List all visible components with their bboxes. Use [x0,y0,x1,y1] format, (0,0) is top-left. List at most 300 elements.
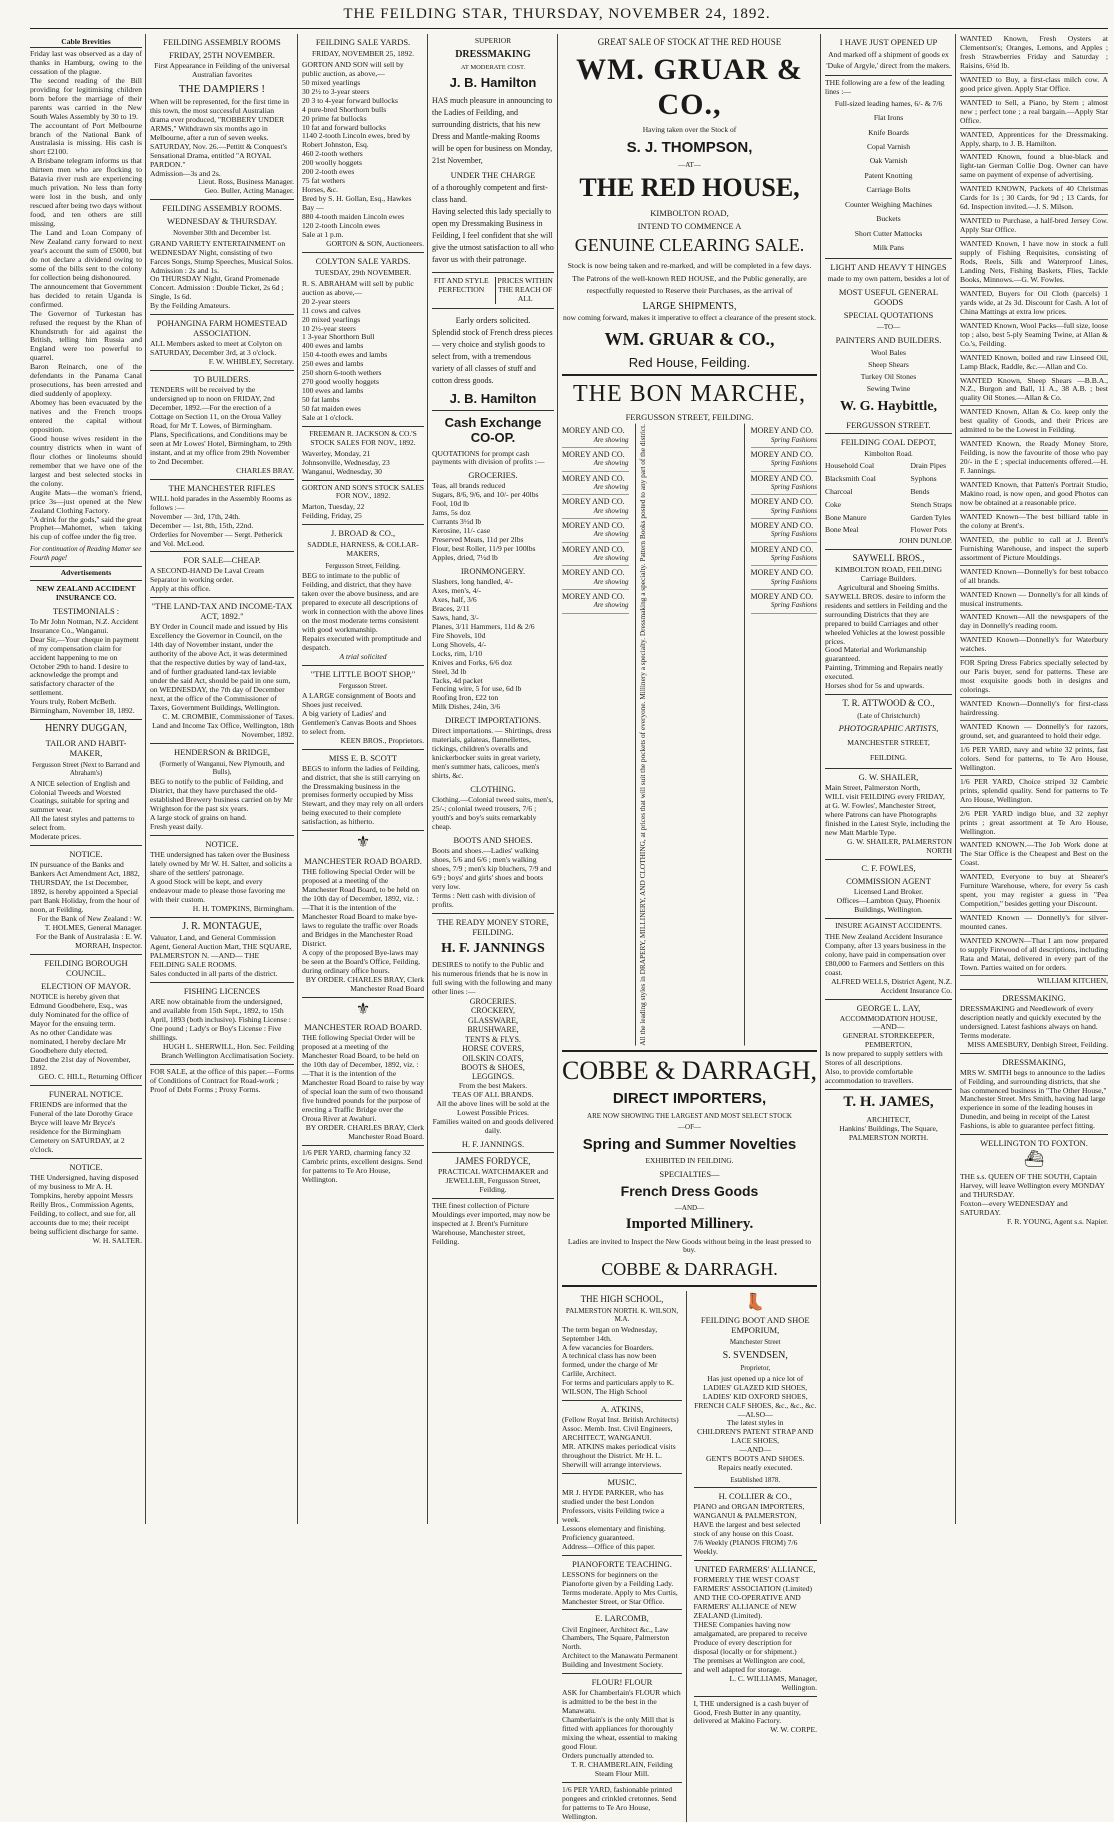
dressmaking-heading-7: DRESSMAKING. [1002,992,1066,1003]
james-sub: ARCHITECT, Hankins' Buildings, The Square, PALMERSTON NORTH. [839,1114,938,1142]
sale-heading: FOR SALE—CHEAP. [183,555,261,566]
column-divider [145,34,146,1524]
rifles-body: WILL hold parades in the Assembly Rooms as follows :— November — 3rd, 17th, 24th. December — 1st, 8th, 15th, 22nd. Orderlies for November — Sergt. Petherick and Vol. McLeod. [150,493,292,548]
larcomb-body: Civil Engineer, Architect &c., Law Chambers, The Square, Palmerston North. Architect to the Manawatu Permanent Building and Investment Society. [562,1624,678,1670]
wanted-item: WANTED Known, found a blue-black and light-tan German Collie Dog. Owner can have same on payment of expense of advertising. [960,152,1108,183]
wanted-item: WANTED, Everyone to buy at Shearer's Furniture Warehouse, where, for every 5s cash spent, you may register a guess in "Pea Competition," besides getting your Discount. [960,872,1108,912]
spring-label: Spring Fashions [770,554,817,563]
photo-heading: PHOTOGRAPHIC ARTISTS, [838,723,939,734]
manroad-signature: BY ORDER. CHARLES BRAY, Clerk Manchester Road Board [305,974,424,993]
bon-marche-row [751,566,818,590]
column-divider [820,34,821,1524]
farmers-heading: UNITED FARMERS' ALLIANCE, [694,1564,816,1575]
boot-signature: KEEN BROS., Proprietors. [340,735,424,745]
clothing-heading: CLOTHING. [470,784,516,795]
boot-heading: "THE LITTLE BOOT SHOP," [310,668,416,679]
exchange-heading: Cash Exchange CO-OP. [444,414,542,446]
groceries-body: Teas, all brands reduced Sugars, 8/6, 9/6, and 10/- per 40lbs Fool, 10d lb Jams, 5s doz Currants 3½d lb Kerosine, 11/- case Preserved Meats, 11d per 2lbs Flour, best Roller, 11/9 per 100lbs Apples, dried, 7½d lb [432,481,539,563]
saywell-heading: SAYWELL BROS., [852,553,925,564]
photo-address: MANCHESTER STREET, FEILDING. [847,738,930,763]
bon-marche-row [751,448,818,472]
advertisements-heading: Advertisements [30,566,142,581]
column-divider [557,34,558,1524]
wanted-item: WANTED Known — Donnelly's for razors, ground, set, and guaranteed to hold their edge. [960,722,1108,744]
prices-label: PRICES WITHIN THE REACH OF ALL [495,277,554,304]
dunlop-signature: JOHN DUNLOP. [898,536,952,546]
bon-marche-heading: THE BON MARCHE, [572,380,806,407]
piano-body: LESSONS for beginners on the Pianoforte given by a Feilding Lady. Terms moderate. Apply to Mrs Curtis, Manchester Street, or Star Office. [562,1569,678,1606]
direct-heading: DIRECT IMPORTATIONS. [445,715,541,726]
gorton-signature: GORTON & SON, Auctioneers. [326,238,424,248]
spring-label: Spring Fashions [770,482,817,491]
morey-label: MOREY AND CO. [562,449,625,459]
notice3-heading: NOTICE. [205,839,239,849]
attwood-sub: (Late of Christchurch) [857,711,920,720]
wanted-item: WANTED Known, Allan & Co. keep only the best quality of Goods, and their Prices are admitted to be the Lowest in Feilding. [960,407,1108,438]
col5-left-sub [562,1291,687,1822]
col5-right-sub [690,1291,818,1736]
broad-body: BEG to intimate to the public of Feilding, and district, that they have taken over the above business, and are prepared to execute all descriptions of work in connection with the above lines on the most moderate terms consistent with good workmanship. Repairs executed with promptitude and despatch. [302,571,424,652]
dampiers-signature: Lieut. Ross, Business Manager. Geo. Buller, Acting Manager. [198,177,294,196]
intend-label: INTEND TO COMMENCE A [637,220,742,231]
gorton-body: GORTON AND SON will sell by public auction, as above,— 50 mixed yearlings 30 2½ to 3-year steers 20 3 to 4-year forward bullocks 4 pure-bred Shorthorn bulls 20 prime fat bullocks 10 fat and forward bullocks 1140 2-tooth Lincoln ewes, bred by Robert Johnston, Esq. 460 2-tooth wethers 200 woolly hoggets 200 2-tooth ewes 75 fat wethers Horses, &c. Bred by S. H. Gollan, Esq., Hawkes Bay — 880 4-tooth maiden Lincoln ewes 120 2-tooth Lincoln ewes Sale at 1 p.m. [302,59,412,239]
bon-marche-row [562,519,629,543]
splendid-body: Splendid stock of French dress pieces — very choice and stylish goods to select from, with a tremendous variety of all classes of stuff and cotton dress goods. [432,327,553,385]
at-label: —AT— [678,160,701,169]
manroad-heading: MANCHESTER ROAD BOARD. [304,856,422,867]
school-body: The term began on Wednesday, September 14th. A few vacancies for Boarders. A technical class has now been formed, under the charge of Mr Carlile, Architect. For terms and particulars apply to K. WILSON, The High School [562,1324,674,1397]
election-signature: GEO. C. HILL, Returning Officer [38,1072,142,1082]
direct-body: Direct importations. — Shirtings, dress materials, galateas, flannellettes, tickings, children's overalls and knickerbocker suits in great variety, men's summer hats, calicoes, men's shirts, &c. [432,726,552,781]
wanted-item: WANTED Known—Donnelly's for first-class hairdressing. [960,699,1108,721]
charge-heading: UNDER THE CHARGE [450,169,536,180]
wanted-item: WANTED, the public to call at J. Brent's Furnishing Warehouse, and inspect the superb assortment of Picture Mouldings. [960,535,1108,566]
superior-label: SUPERIOR [474,36,512,45]
column-1 [30,34,142,1524]
wedthu-heading: WEDNESDAY & THURSDAY. [167,216,277,227]
boots-heading: BOOTS AND SHOES. [453,834,533,845]
henderson-heading: HENDERSON & BRIDGE, [173,746,271,757]
montague-heading: J. R. MONTAGUE, [182,920,262,932]
builders-signature: CHARLES BRAY. [236,465,294,475]
freeman-dates: Waverley, Monday, 21 Johnsonville, Wednesday, 23 Wanganui, Wednesday, 30 [302,448,390,476]
dressmaking-heading: DRESSMAKING [455,48,531,60]
gruar-heading: WM. GRUAR & CO., [576,52,803,121]
boot-icon: 👢 [745,1293,766,1311]
morey-label: MOREY AND CO. [750,449,814,459]
school-address: PALMERSTON NORTH. K. WILSON, M.A. [565,1307,679,1324]
dampiers-body: When will be represented, for the first time in this town, the most successful Australian drama ever produced, "ROBBERY UNDER ARMS," Withdrawn six months ago in Melbourne, after a run of seven weeks. SATURDAY, Nov. 26.—Pettitt & Conquest's Sensational Drama, entitled "A ROYAL PARDON." Admission—3s and 2s. [150,96,289,178]
column-7 [960,34,1108,1524]
bon-marche-row [751,495,818,519]
shailer-signature: G. W. SHAILER, PALMERSTON NORTH [846,837,952,856]
crest-icon: ⚜ [355,834,371,852]
redhouse-heading: THE RED HOUSE, [579,173,800,203]
bon-marche-row [751,424,818,448]
coal-heading: FEILDING COAL DEPOT, [840,436,937,447]
steamship-icon: ⛴ [1023,1151,1045,1169]
notice-heading: NOTICE. [69,849,103,860]
crest-icon: ⚜ [355,1000,371,1018]
morey-label: MOREY AND CO. [562,473,625,483]
notice-body: IN pursuance of the Banks and Bankers Act Amendment Act, 1882, THURSDAY, the 1st December, 1892, is hereby appointed a Special part Bank Holiday, from the hour of noon, at Feilding. [30,860,140,915]
wanted-item: WANTED, Buyers for Oil Cloth (parcels) 1 yards wide, at 2s 3d. Discount for Cash. A lot of China Mattings at extra low prices. [960,289,1108,320]
rifles-heading: THE MANCHESTER RIFLES [168,482,276,493]
sale-yards-date: FRIDAY, NOVEMBER 25, 1892. [311,49,415,59]
dampiers-intro: First Appearance in Feilding of the universal Australian favorites [154,61,290,79]
testimonial-body: To Mr John Notman, N.Z. Accident Insurance Co., Wanganui. Dear Sir,—Your cheque in payment of my compensation claim for accident happening to me on October 29th to hand. I desire to acknowledge the prompt and satisfactory character of the settlement. Yours truly, Robert McBeth. Birmingham, November 18, 1892. [30,616,139,716]
builders-heading: TO BUILDERS. [193,374,251,385]
following-body: THE following are a few of the leading lines :— [825,77,945,96]
lay-sub: ACCOMMODATION HOUSE, —AND— GENERAL STOREKEEPER, PEMBERTON, [839,1013,938,1050]
foxton-signature: F. R. YOUNG, Agent s.s. Napier. [1007,1216,1108,1226]
pohangina-heading: POHANGINA FARM HOMESTEAD ASSOCIATION. [156,318,288,339]
painters-heading: PAINTERS AND BUILDERS. [835,334,942,345]
boot-body: A LARGE consignment of Boots and Shoes just received. A big variety of Ladies' and Gentlemen's Canvas Boots and Shoes to select from. [302,690,417,736]
bon-marche-row [751,590,818,614]
svendsen-sub: Proprietor, [740,1364,771,1373]
clearing-heading: GENUINE CLEARING SALE. [574,234,805,255]
great-sale-heading: GREAT SALE OF STOCK AT THE RED HOUSE [597,37,782,47]
cable-body: Friday last was observed as a day of thanks in Hamburg, owing to the cessation of the plague. The second reading of the Bill providing for legitimising children born before the marriage of their parents was carried in the New South Wales Assembly by 30 to 19. The accountant of Port Melbourne branch of the National Bank of Australasia is missing. His cash is short £2100. A Brisbane telegram informs us that thirteen men who are flocking to Batavia river rush are experiencing much privation. No less than forty were lost in the bush, and only rescued after being two days without food, and ten others are still missing. The Land and Loan Company of New Zealand carry forward to next year's account the sum of £5000, but do not declare a dividend owing to some of the bills sent to the colony for collection being dishonoured. The announcement that Government has decided to retain Uganda is confirmed. The Governor of Turkestan has refused the request by the Khan of Khundstruth for aid against the British, telling him Russia and England were too powerful to quarrel. Baron Reinarch, one of the defendants in the Panama Canal prosecutions, has been arrested and died suddenly of apoplexy. Abomey has been evacuated by the natives and the French troops entered the capital without opposition. Good house wives resident in the country districts when in want of flour clothes or linoleums should remember that we have one of the largest and best selected stocks in the colony. Augite Mats—the woman's friend, price 3s—just opened at the New Zealand Clothing Factory. "A drink for the gods," said the great Prophet—Mahomet, when taking his cup of coffee under the fig tree. [30,48,142,542]
bon-marche-row [751,472,818,496]
larcomb-heading: E. LARCOMB, [595,1613,649,1624]
wanted-item: WANTED Known — Donnelly's for all kinds of musical instruments. [960,590,1108,612]
collier-heading: H. COLLIER & CO., [718,1491,792,1502]
bon-marche-row [562,495,629,519]
wanted-item: WANTED Known—Donnelly's for best tobacco of all brands. [960,567,1108,589]
spring-label: Spring Fashions [770,435,817,444]
exchange-body: QUOTATIONS for prompt cash payments with division of profits :— [432,448,545,467]
broad-trial: A trial solicited [339,651,387,661]
spring-label: Spring Fashions [770,577,817,586]
dress-signature: MISS AMESBURY, Denbigh Street, Feilding. [967,1039,1108,1049]
parker-body: MR J. HYDE PARKER, who has studied under the best London Professors, visits Feilding twice a week. Lessons elementary and finishing. Proficiency guaranteed. Address—Office of this paper. [562,1487,666,1551]
showing-label: Are showing [593,459,629,468]
cash-buyer-body: I, THE undersigned is a cash buyer of Good, Fresh Butter in any quantity, delivered at Makino Factory. [693,1698,809,1726]
wanted-item: WANTED Known—Donnelly's for Waterbury watches. [960,635,1108,657]
gorton2-dates: Marton, Tuesday, 22 Feilding, Friday, 25 [302,502,365,521]
atkins-heading: A. ATKINS, [600,1404,644,1415]
manroad2-signature: BY ORDER. CHARLES BRAY, Clerk Manchester Road Board. [305,1122,424,1141]
wanted-list [960,34,1108,976]
bon-marche-row [562,566,629,590]
duggan-address: Fergusson Street (Next to Barrand and Abraham's) [32,761,140,778]
jannings-list: GROCERIES. CROCKERY, GLASSWARE, BRUSHWARE, TENTS & FLYS. HORSE COVERS, OILSKIN COATS, BOOTS & SHOES, LEGGINGS. [461,996,525,1082]
importers-heading: DIRECT IMPORTERS, [612,1090,767,1108]
light-heading: LIGHT AND HEAVY T HINGES [830,262,947,273]
insurance-signature: ALFRED WELLS, District Agent, N.Z. Accident Insurance Co. [831,976,952,995]
collier-body: PIANO and ORGAN IMPORTERS, WANGANUI & PALMERSTON, HAVE the largest and best selected stock of any house on this Coast. 7/6 Weekly (PIANOS FROM) 7/6 Weekly. [693,1502,805,1557]
wanted-item: 1/6 PER YARD, Choice striped 32 Cambric prints, splendid quality. Send for patterns to Te Aro House, Wellington. [960,777,1108,808]
nz-accident-heading: NEW ZEALAND ACCIDENT INSURANCE CO. [36,583,136,602]
fowles-body: Licensed Land Broker. Offices—Lambton Quay, Phoenix Buildings, Wellington. [836,887,941,915]
pohangina-body: ALL Members asked to meet at Colyton on SATURDAY, December 3rd, at 3 o'clock. [150,339,282,358]
showing-label: Are showing [593,530,629,539]
shipments-body: now coming forward, makes it imperative to effect a clearance of the present stock. [562,313,817,323]
morey-label: MOREY AND CO. [750,473,814,483]
morey-label: MOREY AND CO. [562,544,625,554]
dressmaking2-heading: DRESSMAKING, [1002,1056,1066,1067]
french-heading: French Dress Goods [620,1183,759,1200]
fishing-signature: HUGH L. SHERWILL, Hon. Sec. Feilding Branch Wellington Acclimatisation Society. [161,1042,294,1060]
useful-heading: MOST USEFUL GENERAL GOODS [838,287,939,308]
invited-label: Ladies are invited to Inspect the New Goods without being in the least pressed to buy. [567,1236,812,1255]
jannings-signature: H. F. JANNINGS. [461,1138,525,1149]
music-heading: MUSIC. [607,1476,637,1487]
morey-label: MOREY AND CO. [750,426,814,436]
insurance-body: THE New Zealand Accident Insurance Company, after 13 years business in the colony, have paid in compensation over £80,000 to Farmers and Settlers on this coast. [825,931,946,977]
fordyce-sub: PRACTICAL WATCHMAKER and JEWELLER, Fergusson Street, Feilding. [437,1167,549,1195]
boot-address: Fergusson Street. [338,681,388,690]
atkins-body: (Fellow Royal Inst. British Architects) Assoc. Memb. Inst. Civil Engineers, ARCHITECT, WANGANUI. MR. ATKINS makes periodical visits throughout the District. Mr H. L. Sherwill will arrange interviews. [562,1415,679,1470]
notice2-heading: NOTICE. [69,1162,103,1173]
piano-heading: PIANOFORTE TEACHING. [572,1558,672,1569]
funeral-heading: FUNERAL NOTICE. [48,1089,124,1100]
saywell-sub: KIMBOLTON ROAD, FEILDING Carriage Builders. Agricultural and Shoeing Smiths. [835,564,942,592]
special-heading: SPECIAL QUOTATIONS [843,310,934,321]
showing-label: ARE NOW SHOWING THE LARGEST AND MOST SELECT STOCK [587,1112,792,1121]
and-label: —AND— [674,1203,705,1212]
landtax-heading: "THE LAND-TAX AND INCOME-TAX ACT, 1892." [151,601,293,622]
bon-marche-grid [562,424,817,1046]
gorton2-heading: GORTON AND SON'S STOCK SALES FOR NOV., 1892. [302,482,424,501]
bon-marche-row [562,590,629,614]
testimonials-heading: TESTIMONIALS : [52,605,120,616]
novelties-heading: Spring and Summer Novelties [582,1135,797,1153]
notice2-body: THE Undersigned, having disposed of my business to Mr A. H. Tompkins, hereby appoint Messrs Reilly Bros., Commission Agents, Feilding, to collect, and sue for, all accounts due to me; their receipt being sufficient discharge for same. [30,1173,139,1236]
fishing-heading: FISHING LICENCES [183,986,261,997]
flour-heading: FLOUR! FLOUR [591,1677,653,1688]
column-5 [562,34,817,1821]
boot-shoe-address: Manchester Street [729,1338,781,1347]
abraham-body: R. S. ABRAHAM will sell by public auction as above,— 20 2-year steers 11 cows and calves 20 mixed yearlings 10 2½-year steers 1 3-year Shorthorn Bull 400 ewes and lambs 150 4-tooth ewes and lambs 250 ewes and lambs 250 shorn 6-tooth wethers 270 good woolly hoggets 100 ewes and lambs 50 fat lambs 50 fat maiden ewes Sale at 1 o'clock. [302,278,414,423]
early-orders: Early orders solicited. [455,314,531,325]
broad-heading: J. BROAD & CO., [330,528,396,539]
manroad2-heading: MANCHESTER ROAD BOARD. [304,1022,422,1033]
cash-buyer-signature: W. W. CORPE. [770,1725,817,1735]
friday-date: FRIDAY, 25TH NOVEMBER. [169,50,275,61]
ironmongery-heading: IRONMONGERY. [460,566,526,576]
borough-heading: FEILDING BOROUGH COUNCIL. [44,957,128,978]
spring-label: Spring Fashions [770,530,817,539]
wanted-item: WANTED KNOWN.—The Job Work done at The Star Office is the Cheapest and Best on the Coast. [960,840,1108,871]
morey-label: MOREY AND CO. [750,591,814,601]
flour-body: ASK for Chamberlain's FLOUR which is admitted to be the best in the Manawatu. Chamberlain's is the only Mill that is fitted with appliances for thoroughly mixing the wheat, essential to making good Flour. Orders punctually attended to. [562,1688,681,1760]
column-divider [297,34,298,1524]
coal-left-list: Household Coal Blacksmith Coal Charcoal Coke Bone Manure Bone Meal [825,460,876,535]
morey-label: MOREY AND CO. [750,497,814,507]
fowles-heading: C. F. FOWLES, [861,863,916,874]
wanted-item: WANTED Known—The best billiard table in the colony at Brent's. [960,512,1108,534]
foxton-body: THE s.s. QUEEN OF THE SOUTH, Captain Harvey, will leave Wellington every MONDAY and THURSDAY. Foxton—every WEDNESDAY and SATURDAY. [960,1172,1105,1217]
lay-body: Is now prepared to supply settlers with Stores of all descriptions. Also, to provide comfortable accommodation to travellers. [825,1049,943,1086]
cable-heading: Cable Brevities [30,38,142,48]
bank-signatures: For the Bank of New Zealand : W. T. HOLMES, General Manager. For the Bank of Australasia : E. W. MORRAH, Inspector. [35,913,142,950]
hamilton-body: HAS much pleasure in announcing to the Ladies of Feilding, and surrounding districts, that his new Dress and Mantle-making Rooms will be open for business on Monday, 21st November, [432,95,553,165]
pohangina-signature: F. W. WHIBLEY, Secretary. [208,357,294,367]
wanted-item: WANTED Known, Fresh Oysters at Clementson's; Oranges, Lemons, and Apples ; fresh Strawberries Friday and Saturday ; Raisins, 6½d lb. [960,34,1108,74]
morey-label: MOREY AND CO. [562,568,625,578]
groceries-heading: GROCERIES. [468,470,518,481]
scott-body: BEGS to inform the ladies of Feilding, and district, that she is still carrying on the Dressmaking business in the premises formerly occupied by Miss Stewart, and they may rely on all orders being executed to their complete satisfaction, as hitherto. [302,763,424,827]
wanted-item: WANTED to Purchase, a half-bred Jersey Cow. Apply Star Office. [960,216,1108,238]
coal-right-list: Drain Pipes Syphons Bends Stench Straps Garden Tyles Flower Pots [910,460,952,535]
svendsen-heading: S. SVENDSEN, [722,1349,788,1361]
wanted-item: FOR Spring Dress Fabrics specially selected by our Paris buyer, send for patterns. These are most exquisite goods both in designs and colorings. [960,658,1108,698]
wanted-item: WANTED Known, Sheep Shears —B.B.A., N.Z., Burgon and Ball, 11 A., 38 A.B. ; best quality Oil Stones.—Allan & Co. [960,376,1108,407]
manroad2-body: THE following Special Order will be proposed at a meeting of the Manchester Road Board, to be held on the 10th day of December, 1892, viz. :—That it is the intention of the Manchester Road Board to raise by way of special loan the sum of two thousand five hundred pounds for the purpose of erecting a Traffic Bridge over the Oroua River at Awahuri. [302,1033,424,1123]
bon-marche-row [751,519,818,543]
manroad-body: THE following Special Order will be proposed at a meeting of the Manchester Road Board, to be held on the 10th day of December, 1892, viz. :—That it is the intention of the Manchester Road Board to make bye-laws to regulate the traffic over Roads and Bridges in the Manchester Road District. A copy of the proposed Bye-laws may be seen at the Board's Office, Feilding, during ordinary office hours. [302,867,421,975]
landtax-signature: C. M. CROMBIE, Commissioner of Taxes. Land and Income Tax Office, Wellington, 18th November, 1892. [152,711,294,739]
bon-center-text: All the leading styles in DRAPERY, MILLINERY, AND CLOTHING, at prices that will suit the pockets of everyone. Millinery a specialty. Dressmaking a specialty. Pattern Books posted to any part of the district. [635,424,745,1046]
builders-body: TENDERS will be received by the undersigned up to noon on FRIDAY, 2nd December, 1892.—For the erection of a Cottage on Section 11, on the Oroua Valley Road, for Mr T. Lowes, of Birmingham. Plans, Specifications, and Conditions may be seen at Mr Lowes' Hotel, Birmingham, to 29th instant, and at my office from 29th November to 2nd December. [150,385,292,466]
colyton-heading: COLYTON SALE YARDS. [315,255,411,266]
morey-label: MOREY AND CO. [750,544,814,554]
haybittle-address: FERGUSSON STREET. [846,419,931,430]
wanted-item: WANTED Known, I have now in stock a full supply of Fishing Requisites, consisting of Rods, Reels, Silk and Waterproof Lines, Landing Nets, Fishing Baskets, Flies, Tackle Books, Minnows.—G. W. Fowles. [960,239,1108,288]
showing-label: Are showing [593,554,629,563]
wanted-item: WANTED KNOWN—That I am now prepared to supply Firewood of all descriptions, including Rata and Matai, delivered in every part of the Town. Parties waited on for orders. [960,936,1108,976]
of-label: —OF— [678,1123,701,1132]
colyton-date: TUESDAY, 29th NOVEMBER. [314,267,412,277]
jannings-name: H. F. JANNINGS [441,940,545,956]
morey-label: MOREY AND CO. [562,497,625,507]
farmers-body: FORMERLY THE WEST COAST FARMERS' ASSOCIATION (Limited) AND THE CO-OPERATIVE AND FARMERS' ALLIANCE of NEW ZEALAND (Limited). THESE Companies having now amalgamated, are prepared to receive Produce of every description for disposal (locally or for shipment.) The premises at Wellington are cool, and well adapted for storage. [693,1575,813,1674]
wanted-item: WANTED, Apprentices for the Dressmaking. Apply, sharp, to J. B. Hamilton. [960,130,1108,152]
ready-money-heading: THE READY MONEY STORE, FEILDING. [437,916,549,937]
farmers-signature: L. C. WILLIAMS, Manager, Wellington. [729,1673,817,1692]
funeral-body: FRIENDS are informed that the Funeral of the late Dorothy Grace Bryce will leave Mr Bryce's residence for the Birmingham Cemetery on SATURDAY, at 2 o'clock. [30,1100,133,1155]
sale-body: A SECOND-HAND De Laval Cream Separator in working order. Apply at this office. [150,566,264,594]
lay-heading: GEORGE L. LAY, [856,1002,921,1013]
boots-body: Boots and shoes.—Ladies' walking shoes, 5/6 and 6/6 ; men's walking shoes, 7/9 ; men's kip bluchers, 7/9 and 6/9 ; boys' and girls' shoes and boots very low. Terms : Nett cash with division of profits. [432,845,552,909]
saywell-body: SAYWELL BROS. desire to inform the residents and settlers in Feilding and the surrounding Districts that they are prepared to build Carriages and other wheeled Vehicles at the lowest possible prices. Good Material and Workmanship guaranteed. Painting, Trimming and Repairs neatly executed. Horses shod for 5s and upwards. [825,591,948,691]
assembly2-heading: FEILDING ASSEMBLY ROOMS. [162,203,282,214]
wanted-item: WANTED Known—All the newspapers of the day in Donnelly's reading room. [960,612,1108,634]
bon-marche-row [562,424,629,448]
broad-sub: SADDLE, HARNESS, & COLLAR-MAKERS, [307,540,419,558]
bon-marche-row [562,472,629,496]
leading-lines: Full-sized leading hames, 6/- & 7/6 Flat Irons Knife Boards Copal Varnish Oak Varnish Patent Knotting Carriage Bolts Counter Weighing Machines Buckets Short Cutter Mattocks Milk Pans [834,98,943,252]
wool-lines: Wool Bales Sheep Shears Turkey Oil Stones Sewing Twine [860,347,917,393]
clearing-body: Stock is now being taken and re-marked, and will be completed in a few days. The Patrons of the well-known RED HOUSE, and the Public generally, are respectfully requested to Reserve their Purchases, as the arrival of [567,261,812,296]
column-divider [427,34,428,1524]
boot-shoe-heading: FEILDING BOOT AND SHOE EMPORIUM, [700,1315,810,1336]
jannings-end: From the best Makers. TEAS OF ALL BRANDS. All the above lines will be sold at the Lowest Possible Prices. Families waited on and goods delivered daily. [432,1080,554,1135]
wanted-item: 2/6 PER YARD indigo blue, and 32 zephyr prints ; great assortment at Te Aro House, Wellington. [960,809,1108,840]
broad-address: Fergusson Street, Feilding. [325,561,401,570]
dampiers-title: THE DAMPIERS ! [178,82,266,95]
kimbolton-road: KIMBOLTON ROAD, [650,207,729,218]
kitchen-signature: WILLIAM KITCHEN, [1037,975,1108,985]
thompson-heading: S. J. THOMPSON, [626,139,753,157]
wanted-item: WANTED Known, the Ready Money Store, Feilding, is now the favourite of those who pay 20/- in the £ ; special inducements offered.—H. F. Jannings. [960,439,1108,479]
wanted-item: WANTED KNOWN, Packets of 40 Christmas Cards for 1s ; 30 Cards, for 9d ; 13 Cards, for 6d. Inspection invited.—J. S. Milson. [960,184,1108,215]
wanted-item: WANTED Known, that Patten's Portrait Studio, Makino road, is now open, and good Photos can now be obtained at a reasonable price. [960,480,1108,511]
montague-body: Valuator, Land, and General Commission Agent, General Auction Mart, THE SQUARE, PALMERSTON N. —AND— THE FEILDING SALE ROOMS. Sales conducted in all parts of the district. [150,933,292,979]
bon-marche-row [562,448,629,472]
scott-heading: MISS E. B. SCOTT [328,752,398,763]
opened-heading: I HAVE JUST OPENED UP [839,37,938,47]
sale-yards-heading: FEILDING SALE YARDS. [315,37,411,47]
morey-label: MOREY AND CO. [562,426,625,436]
smith-body: MRS W. SMITH begs to announce to the ladies of Feilding, and surrounding districts, that she has commenced business in "The Other House," Manchester Street. Mrs Smith, having had large experience in some of the leading houses in Dunedin, and being in receipt of the Latest Fashions, is able to guarantee perfect fitting. [960,1067,1107,1131]
hamilton-name-2: J. B. Hamilton [449,390,537,406]
cobbe-heading: COBBE & DARRAGH, [562,1055,817,1085]
freeman-heading: FREEMAN R. JACKSON & CO.'S STOCK SALES FOR NOV., 1892. [309,428,417,447]
wanted-item: WANTED Known — Donnelly's for silver-mounted canes. [960,913,1108,935]
column-2 [150,34,294,1524]
jannings-body: DESIRES to notify to the Public and his numerous friends that he is now in full swing with the following and many other lines :— [432,960,553,996]
notice3-body: THE undersigned has taken over the Business lately owned by Mr W. H. Salter, and solicits a share of the settlers' patronage. A good Stock will be kept, and every endeavour made to please those favoring me with their custom. [150,850,292,904]
showing-label: Are showing [593,435,629,444]
flour-signature: T. R. CHAMBERLAIN, Feilding Steam Flour Mill. [571,1759,673,1778]
spring-label: Spring Fashions [770,459,817,468]
insurance-heading: INSURE AGAINST ACCIDENTS. [835,921,942,930]
fordyce-heading: JAMES FORDYCE, [455,1155,531,1166]
specialties-label: SPECIALTIES— [659,1169,720,1180]
duggan-body: A NICE selection of English and Colonial Tweeds and Worsted Coatings, suitable for spring and summer wear. All the latest styles and patterns to select from. Moderate prices. [30,778,135,842]
haybittle-heading: W. G. Haybittle, [839,399,938,415]
wanted-item: WANTED to Sell, a Piano, by Stern ; almost new ; perfect tone ; a real bargain.—Apply Star Office. [960,98,1108,129]
attwood-heading: T. R. ATTWOOD & CO., [842,698,935,709]
ironmongery-body: Slashers, long handled, 4/- Axes, men's, 4/- Axes, half, 3/6 Braces, 2/11 Saws, hand, 3/- Planes, 3/11 Hammers, 11d & 2/6 Fire Shovels, 10d Long Shovels, 4/- Locks, rim, 1/10 Knives and Forks, 6/6 doz Steel, 3d lb Tacks, 4d packet Fencing wire, 5 for use, 6d lb Roofing Iron, £22 ton Milk Dishes, 24in, 3/6 [432,577,535,712]
wanted-item: 1/6 PER YARD, navy and white 32 prints, fast colors. Send for patterns, to Te Aro House, Wellington. [960,745,1108,776]
school-heading: THE HIGH SCHOOL, [580,1293,664,1304]
duggan-name: HENRY DUGGAN, [45,723,127,735]
yard2-note: 1/6 PER YARD, fashionable printed pongees and crinkled cretonnes. Send for patterns to Te Aro House, Wellington. [562,1784,677,1821]
assembly-heading: FEILDING ASSEMBLY ROOMS [163,37,281,47]
morey-label: MOREY AND CO. [750,568,814,578]
showing-label: Are showing [593,506,629,515]
morey-label: MOREY AND CO. [750,520,814,530]
henderson-sub: (Formerly of Wanganui, New Plymouth, and Bulls), [159,759,285,777]
hamilton-name: J. B. Hamilton [449,75,537,91]
argyle-body: And marked off a shipment of goods ex 'Duke of Argyle,' direct from the makers. [826,50,951,71]
spring-label: Spring Fashions [770,506,817,515]
spring-label: Spring Fashions [770,601,817,610]
showing-label: Are showing [593,482,629,491]
masthead-rule [30,28,1108,29]
fordyce-body: THE finest collection of Picture Mouldings ever imported, may now be inspected at J. Brent's Furniture Warehouse, Manchester street, Feilding. [432,1201,551,1246]
clothing-body: Clothing.—Colonial tweed suits, men's, 25/-; colonial tweed trousers, 7/6 ; youth's and boy's suits remarkably cheap. [432,795,554,831]
notice3-signature: H. H. TOMPKINS, Birmingham. [192,903,294,913]
gruar-heading-2: WM. GRUAR & CO., [604,329,775,350]
column-6 [825,34,952,1524]
millinery-heading: Imported Millinery. [625,1215,754,1232]
bon-marche-row [751,543,818,567]
svendsen-body: Has just opened up a nice lot of LADIES' GLAZED KID SHOES, LADIES' KID OXFORD SHOES, FRENCH CALF SHOES, &c., &c., &c. —ALSO— The latest styles in CHILDREN'S PATENT STRAP AND LACE SHOES, —AND— GENT'S BOOTS AND SHOES. Repairs neatly executed. [694,1373,817,1473]
fit-label: FIT AND STYLE PERFECTION [433,275,489,294]
fishing-body: ARE now obtainable from the undersigned, and available from 15th Sept., 1892, to 15th April, 1893 (both inclusive). Fishing License : One pound ; Lady's or Boy's License : Five shillings. [150,997,291,1043]
redhouse-feilding: Red House, Feilding. [628,354,751,370]
wedthu-dates: November 30th and December 1st. [173,229,271,238]
wanted-item: WANTED Known, Wool Packs—full size, loose top ; also, best 5-ply Seaming Twine, at Allan & Co.'s, Feilding. [960,321,1108,352]
wanted-item: WANTED Known, boiled and raw Linseed Oil, Lamp Black, Raddle, &c.—Allan and Co. [960,353,1108,375]
moderate-cost: AT MODERATE COST. [460,63,526,71]
column-4 [432,34,554,1524]
notice2-signature: W. H. SALTER. [92,1235,142,1245]
james-heading: T. H. JAMES, [843,1094,934,1111]
cobbe-heading-2: COBBE & DARRAGH. [601,1259,778,1280]
coal-address: Kimbolton Road. [864,449,913,458]
to-label: —TO— [876,323,901,332]
grand-body: GRAND VARIETY ENTERTAINMENT on WEDNESDAY Night, consisting of two Farces Songs, Stump Speeches, Musical Solos. Admission : 2s and 1s. On THURSDAY Night, Grand Promenade Concert. Admission : Double Ticket, 2s 6d ; Single, 1s 6d. By the Feilding Amateurs. [150,238,294,311]
shailer-heading: G. W. SHAILER, [858,772,919,783]
continuation-note: For continuation of Reading Matter see Fourth page! [30,545,142,562]
